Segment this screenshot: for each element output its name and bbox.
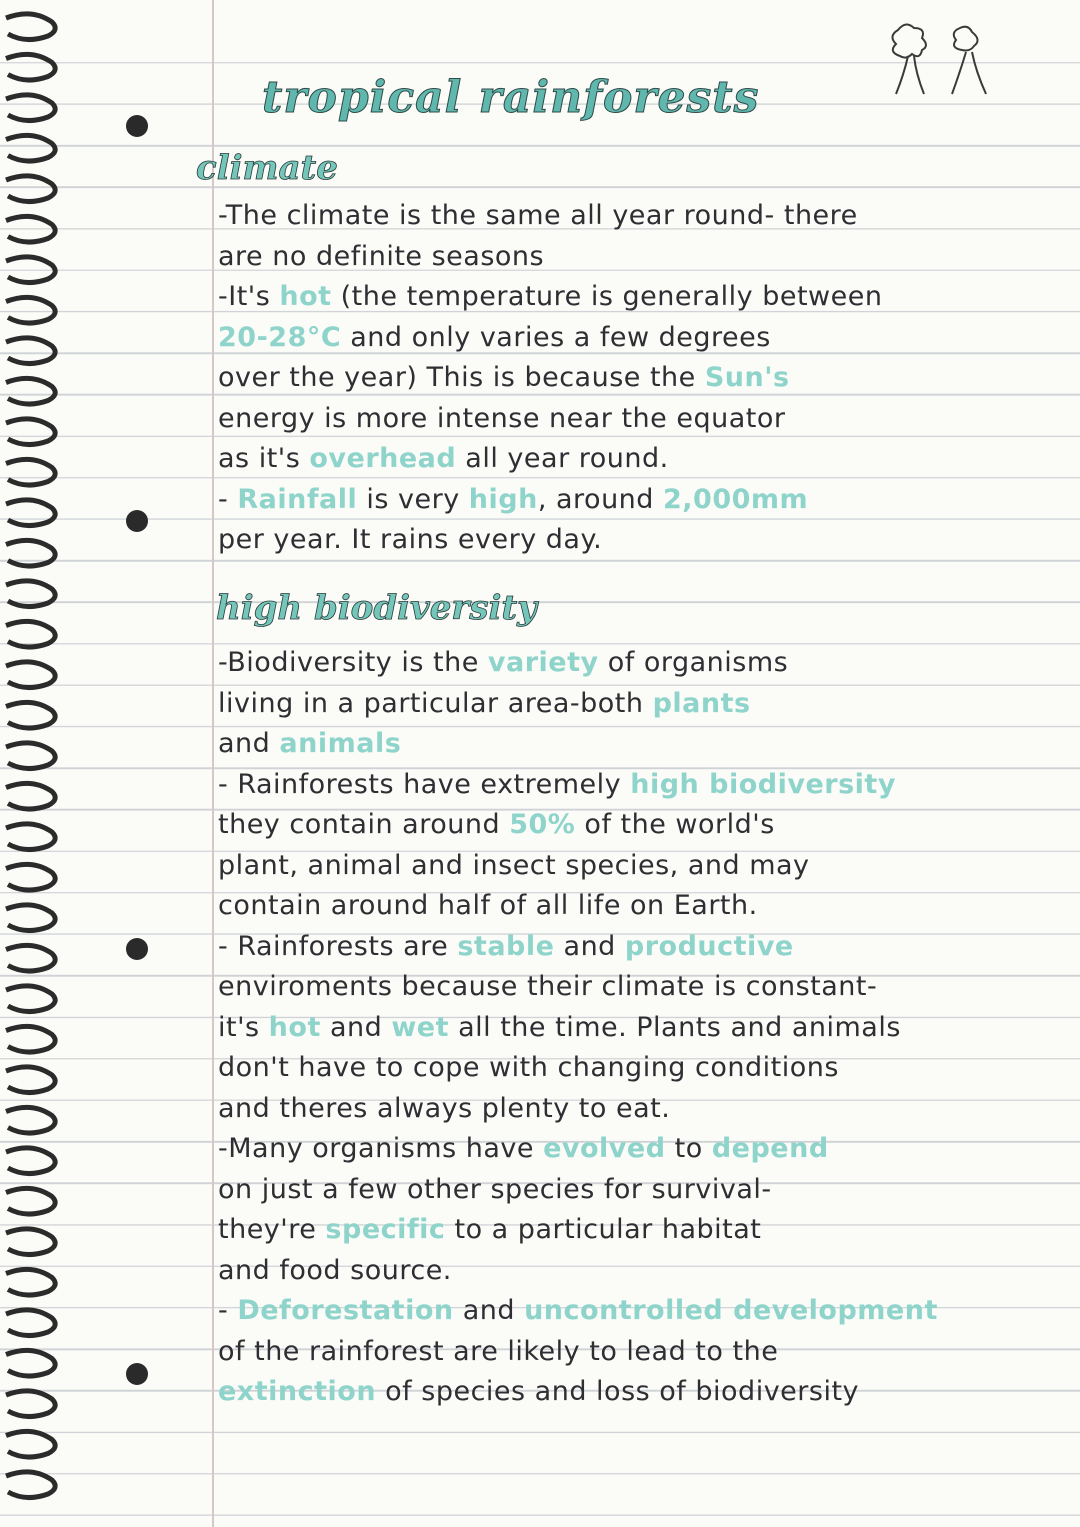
note-line: [218, 1008, 1068, 1049]
spiral-coil: [6, 945, 55, 971]
spiral-coil: [6, 581, 55, 607]
note-text: and theres always plenty to eat.: [218, 1092, 671, 1124]
note-line: [218, 277, 1068, 318]
punch-hole: [126, 938, 148, 960]
note-line: [218, 967, 1068, 1008]
highlighted-term: hot: [279, 281, 332, 312]
note-line: [218, 237, 1068, 278]
note-line: [218, 1210, 1068, 1251]
page-title: tropical rainforests: [262, 72, 760, 123]
note-line: [218, 439, 1068, 480]
note-line: [218, 684, 1068, 725]
note-text: , around: [537, 483, 664, 515]
note-line: [218, 480, 1068, 521]
note-text: and food source.: [218, 1254, 452, 1286]
note-line: [218, 358, 1068, 399]
spiral-coil: [6, 743, 55, 769]
spiral-coil: [6, 257, 55, 283]
highlighted-term: 2,000mm: [663, 483, 809, 515]
note-text: -The climate is the same all year round- there: [218, 200, 858, 231]
note-text: and: [554, 930, 625, 962]
highlighted-term: Deforestation: [237, 1295, 454, 1326]
note-line: [218, 724, 1068, 765]
note-line: [218, 1170, 1068, 1211]
note-text: - Rainforests have extremely: [218, 768, 631, 800]
spiral-coil: [6, 1188, 55, 1214]
note-text: -Many organisms have: [218, 1133, 544, 1164]
spiral-coil: [6, 1107, 55, 1133]
note-text: all year round.: [456, 443, 669, 474]
note-text: don't have to cope with changing conditions: [218, 1052, 839, 1083]
spiral-coil: [6, 297, 55, 323]
highlighted-term: productive: [624, 930, 794, 962]
spiral-coil: [6, 338, 55, 364]
highlighted-term: wet: [391, 1011, 449, 1043]
highlighted-term: stable: [457, 930, 555, 962]
spiral-coil: [6, 378, 55, 404]
note-line: [218, 399, 1068, 440]
spiral-coil: [6, 176, 55, 202]
spiral-coil: [6, 783, 55, 809]
note-text: and: [320, 1011, 392, 1043]
highlighted-term: specific: [325, 1214, 446, 1245]
spiral-coil: [6, 1148, 55, 1174]
section-heading-climate: climate: [196, 148, 338, 188]
highlighted-term: high: [468, 483, 538, 515]
highlighted-term: Rainfall: [237, 483, 358, 515]
note-text: and: [453, 1295, 525, 1326]
note-line: [218, 1332, 1068, 1373]
note-line: [218, 1129, 1068, 1170]
highlighted-term: animals: [279, 728, 402, 759]
note-text: and: [218, 728, 280, 759]
spiral-coil: [6, 95, 55, 121]
spiral-coil: [6, 1269, 55, 1295]
spiral-coil: [6, 621, 55, 647]
spiral-coil: [6, 459, 55, 485]
note-text: of the rainforest are likely to lead to the: [218, 1335, 779, 1367]
highlighted-term: uncontrolled development: [524, 1295, 938, 1326]
note-text: they contain around: [218, 809, 510, 840]
note-text: to a particular habitat: [445, 1214, 762, 1245]
spiral-coil: [6, 216, 55, 242]
spiral-coil: [6, 419, 55, 445]
punch-hole: [126, 510, 148, 532]
note-text: it's: [218, 1011, 269, 1043]
spiral-coil: [6, 864, 55, 890]
highlighted-term: 50%: [509, 809, 576, 840]
highlighted-term: extinction: [218, 1376, 377, 1407]
note-line: [218, 805, 1068, 846]
note-text: to: [665, 1133, 712, 1164]
highlighted-term: evolved: [543, 1133, 666, 1164]
section-body-biodiversity: [218, 643, 1068, 1413]
note-text: and only varies a few degrees: [341, 321, 771, 353]
highlighted-term: depend: [711, 1133, 829, 1164]
note-text: enviroments because their climate is constant-: [218, 971, 878, 1002]
note-text: -It's: [218, 281, 280, 312]
punch-hole: [126, 115, 148, 137]
note-text: all the time. Plants and animals: [449, 1011, 901, 1043]
spiral-coil: [6, 824, 55, 850]
spiral-coil: [6, 905, 55, 931]
note-text: -: [218, 1295, 238, 1326]
note-line: [218, 765, 1068, 806]
highlighted-term: plants: [652, 687, 751, 719]
note-text: are no definite seasons: [218, 240, 545, 272]
spiral-coil: [6, 500, 55, 526]
spiral-coil: [6, 135, 55, 161]
note-text: of the world's: [575, 809, 775, 840]
spiral-coil: [6, 702, 55, 728]
note-line: [218, 520, 1068, 561]
note-line: [218, 643, 1068, 684]
highlighted-term: variety: [487, 647, 599, 678]
spiral-coil: [6, 1431, 55, 1457]
note-line: [218, 1372, 1068, 1413]
note-line: [218, 196, 1068, 237]
spiral-coil: [6, 14, 55, 40]
note-text: of organisms: [598, 647, 789, 678]
spiral-coil: [6, 1026, 55, 1052]
note-line: [218, 1251, 1068, 1292]
note-text: - Rainforests are: [218, 930, 458, 962]
note-text: living in a particular area-both: [218, 687, 653, 719]
margin-line: [212, 0, 214, 1527]
highlighted-term: Sun's: [704, 362, 790, 393]
tree-doodle-icon: [868, 18, 998, 104]
note-line: [218, 1291, 1068, 1332]
spiral-coil: [6, 540, 55, 566]
note-line: [218, 886, 1068, 927]
highlighted-term: high biodiversity: [630, 768, 896, 800]
spiral-coil: [6, 1472, 55, 1498]
note-text: energy is more intense near the equator: [218, 402, 786, 434]
note-text: plant, animal and insect species, and may: [218, 849, 810, 881]
note-text: contain around half of all life on Earth.: [218, 890, 758, 921]
note-text: on just a few other species for survival-: [218, 1173, 772, 1205]
spiral-coil: [6, 986, 55, 1012]
note-text: as it's: [218, 443, 310, 474]
note-line: [218, 318, 1068, 359]
highlighted-term: 20-28°C: [218, 321, 342, 353]
note-text: -: [218, 483, 238, 515]
note-line: [218, 1048, 1068, 1089]
section-body-climate: [218, 196, 1068, 561]
highlighted-term: hot: [268, 1011, 321, 1043]
spiral-coil: [6, 1350, 55, 1376]
spiral-binding-icon: [0, 0, 70, 1527]
punch-hole: [126, 1363, 148, 1385]
spiral-coil: [6, 662, 55, 688]
spiral-coil: [6, 54, 55, 80]
highlighted-term: overhead: [309, 443, 457, 474]
spiral-coil: [6, 1067, 55, 1093]
note-text: -Biodiversity is the: [218, 647, 488, 678]
note-line: [218, 846, 1068, 887]
spiral-coil: [6, 1229, 55, 1255]
note-line: [218, 927, 1068, 968]
spiral-coil: [6, 1391, 55, 1417]
note-line: [218, 1089, 1068, 1130]
note-text: per year. It rains every day.: [218, 524, 603, 555]
section-heading-biodiversity: high biodiversity: [216, 588, 537, 628]
note-text: is very: [357, 483, 469, 515]
note-text: over the year) This is because the: [218, 362, 705, 393]
note-text: (the temperature is generally between: [331, 281, 883, 312]
note-text: they're: [218, 1214, 326, 1245]
note-text: of species and loss of biodiversity: [376, 1376, 860, 1407]
spiral-coil: [6, 1310, 55, 1336]
